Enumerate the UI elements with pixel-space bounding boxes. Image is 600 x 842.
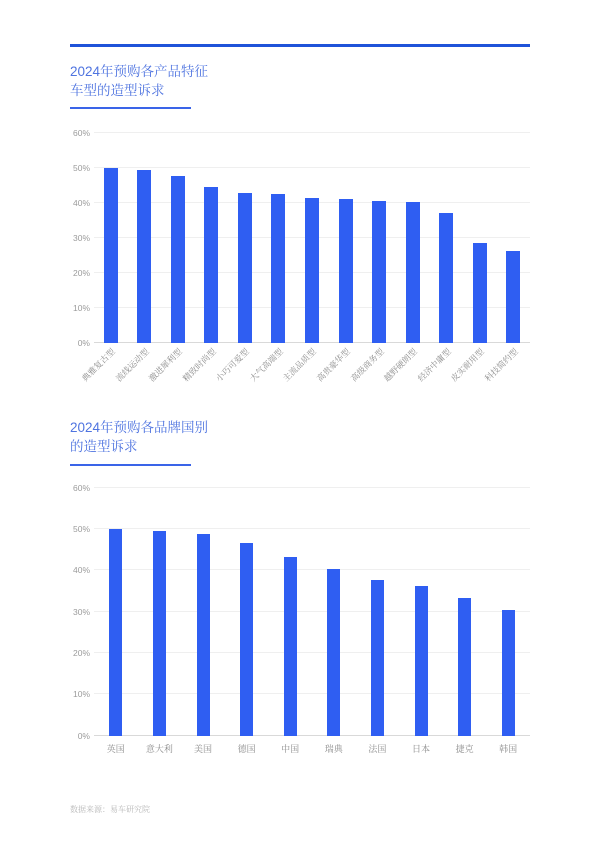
x-axis-category-label: 高级商务型 bbox=[348, 346, 386, 384]
bar-美国 bbox=[197, 534, 210, 735]
x-axis-category-label: 韩国 bbox=[499, 743, 518, 754]
gridline-60 bbox=[94, 132, 530, 133]
chart-brand-country-styling bbox=[70, 482, 530, 778]
bar-法国 bbox=[371, 580, 384, 736]
chart-product-feature-styling bbox=[70, 128, 530, 403]
section-product-feature-styling bbox=[70, 62, 530, 403]
bar-经济中庸型 bbox=[439, 213, 453, 343]
x-axis-category-label: 越野硬朗型 bbox=[381, 346, 419, 384]
bar-激进犀利型 bbox=[171, 176, 185, 344]
x-axis-category-label: 经济中庸型 bbox=[415, 346, 453, 384]
section-title-line2: 车型的造型诉求 bbox=[70, 83, 165, 99]
bar-精致时尚型 bbox=[204, 187, 218, 343]
x-axis-category-label: 大气高端型 bbox=[247, 346, 285, 384]
bar-皮实耐用型 bbox=[473, 243, 487, 343]
section-title-line1: 2024年预购各品牌国别 bbox=[70, 420, 209, 436]
y-axis-tick-label: 10% bbox=[72, 689, 90, 700]
gridline-50 bbox=[94, 528, 530, 529]
section-title bbox=[70, 62, 530, 100]
bar-意大利 bbox=[153, 531, 166, 736]
x-axis-category-label: 典雅复古型 bbox=[80, 346, 118, 384]
x-axis-category-label: 小巧可爱型 bbox=[214, 346, 252, 384]
bar-主流品质型 bbox=[305, 198, 319, 344]
bar-流线运动型 bbox=[137, 170, 151, 343]
data-source-note: 数据来源：易车研究院 bbox=[70, 804, 150, 814]
top-divider-rule bbox=[70, 44, 530, 47]
bar-英国 bbox=[109, 529, 122, 736]
x-axis-category-label: 日本 bbox=[411, 743, 431, 754]
bar-捷克 bbox=[458, 598, 471, 735]
plot-area bbox=[72, 482, 530, 754]
section-title-line1: 2024年预购各产品特征 bbox=[70, 64, 209, 79]
x-axis-category-label: 科技简约型 bbox=[482, 346, 520, 384]
plot-area bbox=[72, 128, 530, 384]
y-axis-tick-label: 50% bbox=[72, 523, 90, 534]
y-axis-tick-label: 50% bbox=[72, 163, 90, 174]
y-axis-tick-label: 60% bbox=[72, 128, 90, 139]
title-underline bbox=[70, 464, 191, 466]
section-title bbox=[70, 418, 530, 456]
x-axis-category-label: 流线运动型 bbox=[113, 346, 151, 384]
bar-科技简约型 bbox=[506, 251, 520, 344]
y-axis-tick-label: 30% bbox=[72, 606, 90, 617]
x-axis-category-label: 意大利 bbox=[145, 743, 173, 754]
bar-中国 bbox=[284, 557, 297, 736]
bar-德国 bbox=[240, 543, 253, 736]
bar-韩国 bbox=[502, 610, 515, 736]
bar-高级商务型 bbox=[372, 201, 386, 343]
y-axis-tick-label: 40% bbox=[72, 565, 90, 576]
bar-典雅复古型 bbox=[104, 168, 118, 344]
section-brand-country-styling bbox=[70, 418, 530, 777]
title-underline bbox=[70, 107, 191, 109]
x-axis-category-label: 瑞典 bbox=[324, 743, 343, 754]
y-axis-tick-label: 40% bbox=[72, 198, 90, 209]
x-axis-category-label: 德国 bbox=[237, 743, 256, 754]
x-axis-category-label: 英国 bbox=[106, 743, 125, 754]
x-axis-category-label: 中国 bbox=[281, 743, 300, 754]
bar-高贵豪华型 bbox=[339, 199, 353, 344]
y-axis-tick-label: 20% bbox=[72, 268, 90, 279]
x-axis-category-label: 法国 bbox=[368, 743, 387, 754]
x-axis-category-label: 激进犀利型 bbox=[147, 346, 185, 384]
bar-日本 bbox=[415, 586, 428, 735]
bar-大气高端型 bbox=[271, 194, 285, 344]
x-axis-category-label: 捷克 bbox=[455, 743, 474, 754]
bar-小巧可爱型 bbox=[238, 193, 252, 343]
y-axis-tick-label: 0% bbox=[77, 338, 90, 349]
y-axis-tick-label: 20% bbox=[72, 647, 90, 658]
x-axis-category-label: 高贵豪华型 bbox=[314, 346, 352, 384]
section-title-line2: 的造型诉求 bbox=[70, 439, 138, 455]
y-axis-tick-label: 0% bbox=[77, 730, 90, 741]
gridline-50 bbox=[94, 167, 530, 168]
gridline-60 bbox=[94, 487, 530, 488]
x-axis-category-label: 皮实耐用型 bbox=[448, 346, 487, 384]
x-axis-category-label: 主流品质型 bbox=[281, 346, 319, 384]
bar-瑞典 bbox=[327, 569, 340, 735]
y-axis-tick-label: 60% bbox=[72, 482, 90, 493]
x-axis-category-label: 美国 bbox=[193, 743, 213, 754]
y-axis-tick-label: 10% bbox=[72, 303, 90, 314]
bar-越野硬朗型 bbox=[406, 202, 420, 343]
x-axis-category-label: 精致时尚型 bbox=[180, 346, 218, 384]
y-axis-tick-label: 30% bbox=[72, 233, 90, 244]
